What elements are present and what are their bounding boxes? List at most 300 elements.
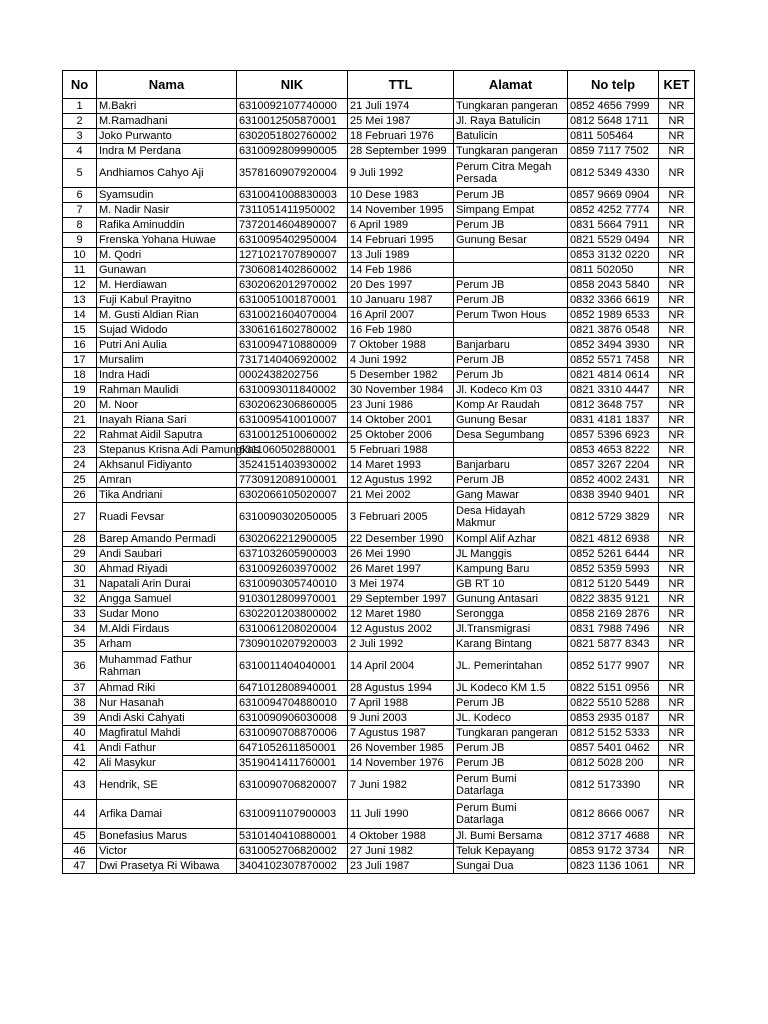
table-row <box>63 129 695 144</box>
cell-ket: NR <box>659 458 695 473</box>
cell-ttl: 26 November 1985 <box>348 741 454 756</box>
cell-ket: NR <box>659 129 695 144</box>
cell-no-telp: 0838 3940 9401 <box>568 488 659 503</box>
cell-nik: 6310095410010007 <box>237 413 348 428</box>
cell-ttl: 6 April 1989 <box>348 218 454 233</box>
cell-ket: NR <box>659 607 695 622</box>
cell-alamat: Kompl Alif Azhar <box>454 532 568 547</box>
cell-alamat <box>454 263 568 278</box>
cell-nik: 6302062012970002 <box>237 278 348 293</box>
cell-alamat: JL Manggis <box>454 547 568 562</box>
cell-nama: Nur Hasanah <box>97 696 237 711</box>
cell-no-telp: 0812 8666 0067 <box>568 800 659 829</box>
cell-ket: NR <box>659 428 695 443</box>
cell-nik: 0002438202756 <box>237 368 348 383</box>
cell-alamat: Perum JB <box>454 353 568 368</box>
cell-ket: NR <box>659 592 695 607</box>
cell-no-telp: 0812 5648 1711 <box>568 114 659 129</box>
cell-alamat: Gunung Besar <box>454 413 568 428</box>
cell-ttl: 30 November 1984 <box>348 383 454 398</box>
cell-no-telp: 0857 5396 6923 <box>568 428 659 443</box>
cell-alamat: Perum JB <box>454 473 568 488</box>
cell-no-telp: 0812 5152 5333 <box>568 726 659 741</box>
cell-nik: 3578160907920004 <box>237 159 348 188</box>
cell-ket: NR <box>659 681 695 696</box>
cell-ttl: 14 Oktober 2001 <box>348 413 454 428</box>
cell-ttl: 12 Agustus 2002 <box>348 622 454 637</box>
cell-no: 22 <box>63 428 97 443</box>
table-row <box>63 607 695 622</box>
cell-no: 33 <box>63 607 97 622</box>
cell-nama: Frenska Yohana Huwae <box>97 233 237 248</box>
cell-alamat: Tungkaran pangeran <box>454 99 568 114</box>
cell-no: 42 <box>63 756 97 771</box>
table-row <box>63 428 695 443</box>
cell-nik: 6302051802760002 <box>237 129 348 144</box>
cell-no-telp: 0852 4002 2431 <box>568 473 659 488</box>
table-row <box>63 263 695 278</box>
cell-no-telp: 0812 5173390 <box>568 771 659 800</box>
cell-alamat: Batulicin <box>454 129 568 144</box>
cell-no-telp: 0858 2043 5840 <box>568 278 659 293</box>
cell-ket: NR <box>659 293 695 308</box>
cell-alamat: Gunung Antasari <box>454 592 568 607</box>
cell-no-telp: 0832 3366 6619 <box>568 293 659 308</box>
cell-ket: NR <box>659 577 695 592</box>
cell-ttl: 22 Desember 1990 <box>348 532 454 547</box>
cell-no-telp: 0812 3648 757 <box>568 398 659 413</box>
table-row <box>63 652 695 681</box>
cell-nik: 6310052706820002 <box>237 844 348 859</box>
cell-no-telp: 0852 5261 6444 <box>568 547 659 562</box>
cell-no: 32 <box>63 592 97 607</box>
table-row <box>63 443 695 458</box>
cell-alamat: Perum JB <box>454 188 568 203</box>
cell-nama: M. Qodri <box>97 248 237 263</box>
cell-alamat: Perum Bumi Datarlaga <box>454 771 568 800</box>
cell-ttl: 14 Feb 1986 <box>348 263 454 278</box>
table-row <box>63 622 695 637</box>
cell-nama: Ruadi Fevsar <box>97 503 237 532</box>
cell-ket: NR <box>659 473 695 488</box>
table-row <box>63 353 695 368</box>
cell-no: 26 <box>63 488 97 503</box>
cell-nik: 6302066105020007 <box>237 488 348 503</box>
cell-nama: Angga Samuel <box>97 592 237 607</box>
cell-ttl: 14 Februari 1995 <box>348 233 454 248</box>
cell-ket: NR <box>659 829 695 844</box>
cell-ket: NR <box>659 503 695 532</box>
cell-ttl: 23 Juni 1986 <box>348 398 454 413</box>
cell-ttl: 20 Des 1997 <box>348 278 454 293</box>
cell-ttl: 18 Februari 1976 <box>348 129 454 144</box>
table-row <box>63 771 695 800</box>
cell-ttl: 9 Juni 2003 <box>348 711 454 726</box>
cell-nama: M.Aldi Firdaus <box>97 622 237 637</box>
cell-alamat: Simpang Empat <box>454 203 568 218</box>
table-row <box>63 144 695 159</box>
cell-ket: NR <box>659 756 695 771</box>
cell-ttl: 5 Februari 1988 <box>348 443 454 458</box>
cell-alamat: Perum Jb <box>454 368 568 383</box>
table-row <box>63 323 695 338</box>
cell-nik: 6310094704880010 <box>237 696 348 711</box>
cell-nama: Amran <box>97 473 237 488</box>
cell-no-telp: 0852 4656 7999 <box>568 99 659 114</box>
cell-nik: 6310011404040001 <box>237 652 348 681</box>
cell-ttl: 25 Mei 1987 <box>348 114 454 129</box>
cell-nama: Dwi Prasetya Ri Wibawa <box>97 859 237 874</box>
cell-nik: 7317140406920002 <box>237 353 348 368</box>
cell-no: 13 <box>63 293 97 308</box>
cell-no: 6 <box>63 188 97 203</box>
cell-nik: 6310093011840002 <box>237 383 348 398</box>
header-alamat: Alamat <box>454 71 568 99</box>
cell-no: 16 <box>63 338 97 353</box>
cell-ttl: 16 Feb 1980 <box>348 323 454 338</box>
table-row <box>63 233 695 248</box>
cell-no: 35 <box>63 637 97 652</box>
cell-alamat: JL. Pemerintahan <box>454 652 568 681</box>
cell-nik: 3404102307870002 <box>237 859 348 874</box>
table-row <box>63 383 695 398</box>
table-row <box>63 681 695 696</box>
cell-no: 23 <box>63 443 97 458</box>
cell-nama: Akhsanul Fidiyanto <box>97 458 237 473</box>
cell-nama: Andi Fathur <box>97 741 237 756</box>
cell-no: 29 <box>63 547 97 562</box>
cell-no-telp: 0857 3267 2204 <box>568 458 659 473</box>
table-row <box>63 338 695 353</box>
cell-nama: Stepanus Krisna Adi Pamungkas <box>97 443 237 458</box>
cell-no: 38 <box>63 696 97 711</box>
table-row <box>63 829 695 844</box>
cell-alamat: Perum JB <box>454 293 568 308</box>
cell-no-telp: 0821 4814 0614 <box>568 368 659 383</box>
cell-no: 24 <box>63 458 97 473</box>
cell-nik: 6310094710880009 <box>237 338 348 353</box>
table-row <box>63 844 695 859</box>
cell-no-telp: 0859 7117 7502 <box>568 144 659 159</box>
cell-ttl: 3 Februari 2005 <box>348 503 454 532</box>
cell-ttl: 13 Juli 1989 <box>348 248 454 263</box>
cell-no: 9 <box>63 233 97 248</box>
cell-alamat: Perum Bumi Datarlaga <box>454 800 568 829</box>
cell-no: 44 <box>63 800 97 829</box>
table-row <box>63 726 695 741</box>
cell-no: 3 <box>63 129 97 144</box>
cell-nik: 6471012808940001 <box>237 681 348 696</box>
cell-ttl: 21 Mei 2002 <box>348 488 454 503</box>
cell-ttl: 29 September 1997 <box>348 592 454 607</box>
table-row <box>63 696 695 711</box>
cell-alamat: Desa Segumbang <box>454 428 568 443</box>
cell-nama: Putri Ani Aulia <box>97 338 237 353</box>
table-row <box>63 398 695 413</box>
table-row <box>63 368 695 383</box>
cell-no: 39 <box>63 711 97 726</box>
cell-nik: 6310090906030008 <box>237 711 348 726</box>
cell-no: 34 <box>63 622 97 637</box>
cell-ttl: 7 April 1988 <box>348 696 454 711</box>
cell-nik: 6471052611850001 <box>237 741 348 756</box>
cell-alamat: Komp Ar Raudah <box>454 398 568 413</box>
cell-nik: 6310090706820007 <box>237 771 348 800</box>
cell-alamat: Jl. Kodeco Km 03 <box>454 383 568 398</box>
cell-no: 45 <box>63 829 97 844</box>
cell-alamat: Tungkaran pangeran <box>454 726 568 741</box>
cell-ttl: 10 Dese 1983 <box>348 188 454 203</box>
cell-no: 30 <box>63 562 97 577</box>
cell-nama: Inayah Riana Sari <box>97 413 237 428</box>
table-row <box>63 248 695 263</box>
cell-nik: 6310095402950004 <box>237 233 348 248</box>
cell-no-telp: 0822 3835 9121 <box>568 592 659 607</box>
cell-ket: NR <box>659 218 695 233</box>
table-row <box>63 488 695 503</box>
table-row <box>63 547 695 562</box>
cell-no-telp: 0821 4812 6938 <box>568 532 659 547</box>
cell-no-telp: 0852 5177 9907 <box>568 652 659 681</box>
cell-nama: M. Gusti Aldian Rian <box>97 308 237 323</box>
cell-alamat: Karang Bintang <box>454 637 568 652</box>
cell-alamat: Perum JB <box>454 756 568 771</box>
cell-no-telp: 0812 5120 5449 <box>568 577 659 592</box>
cell-ket: NR <box>659 233 695 248</box>
cell-nama: Victor <box>97 844 237 859</box>
cell-nik: 7306081402860002 <box>237 263 348 278</box>
cell-ket: NR <box>659 99 695 114</box>
cell-nik: 6310090708870006 <box>237 726 348 741</box>
cell-alamat: JL. Kodeco <box>454 711 568 726</box>
cell-nik: 9103012809970001 <box>237 592 348 607</box>
header-no-telp: No telp <box>568 71 659 99</box>
cell-ttl: 26 Mei 1990 <box>348 547 454 562</box>
cell-ket: NR <box>659 188 695 203</box>
table-header-row <box>63 71 695 99</box>
cell-no-telp: 0822 5510 5288 <box>568 696 659 711</box>
cell-ket: NR <box>659 278 695 293</box>
cell-nik: 3519041411760001 <box>237 756 348 771</box>
cell-no-telp: 0823 1136 1061 <box>568 859 659 874</box>
cell-ttl: 14 November 1976 <box>348 756 454 771</box>
cell-no: 12 <box>63 278 97 293</box>
table-row <box>63 592 695 607</box>
cell-nama: Gunawan <box>97 263 237 278</box>
cell-alamat: Perum Twon Hous <box>454 308 568 323</box>
cell-nama: Ali Masykur <box>97 756 237 771</box>
cell-no-telp: 0831 4181 1837 <box>568 413 659 428</box>
table-row <box>63 473 695 488</box>
cell-no-telp: 0852 1989 6533 <box>568 308 659 323</box>
cell-nama: Andhiamos Cahyo Aji <box>97 159 237 188</box>
table-row <box>63 562 695 577</box>
cell-ket: NR <box>659 652 695 681</box>
table-row <box>63 188 695 203</box>
cell-no: 17 <box>63 353 97 368</box>
table-row <box>63 114 695 129</box>
table-row <box>63 458 695 473</box>
cell-nama: M.Bakri <box>97 99 237 114</box>
cell-alamat: Kampung Baru <box>454 562 568 577</box>
cell-nik: 6302062306860005 <box>237 398 348 413</box>
cell-alamat: Perum JB <box>454 696 568 711</box>
cell-alamat: Jl. Raya Batulicin <box>454 114 568 129</box>
cell-ket: NR <box>659 488 695 503</box>
header-nama: Nama <box>97 71 237 99</box>
cell-nama: Andi Aski Cahyati <box>97 711 237 726</box>
cell-no: 15 <box>63 323 97 338</box>
cell-ttl: 23 Juli 1987 <box>348 859 454 874</box>
cell-ttl: 4 Oktober 1988 <box>348 829 454 844</box>
cell-ttl: 7 Oktober 1988 <box>348 338 454 353</box>
cell-no: 27 <box>63 503 97 532</box>
cell-alamat: Perum JB <box>454 278 568 293</box>
cell-alamat: Gang Mawar <box>454 488 568 503</box>
cell-nama: Rafika Aminuddin <box>97 218 237 233</box>
cell-no: 40 <box>63 726 97 741</box>
cell-ket: NR <box>659 741 695 756</box>
cell-ket: NR <box>659 726 695 741</box>
cell-no-telp: 0821 5529 0494 <box>568 233 659 248</box>
cell-alamat: Tungkaran pangeran <box>454 144 568 159</box>
cell-alamat: Jl. Bumi Bersama <box>454 829 568 844</box>
cell-ket: NR <box>659 859 695 874</box>
cell-no-telp: 0852 5359 5993 <box>568 562 659 577</box>
table-row <box>63 637 695 652</box>
cell-no-telp: 0852 3494 3930 <box>568 338 659 353</box>
header-ttl: TTL <box>348 71 454 99</box>
cell-ket: NR <box>659 696 695 711</box>
cell-nik: 6310041008830003 <box>237 188 348 203</box>
cell-no-telp: 0812 3717 4688 <box>568 829 659 844</box>
cell-nama: Mursalim <box>97 353 237 368</box>
cell-alamat: Jl.Transmigrasi <box>454 622 568 637</box>
cell-ket: NR <box>659 203 695 218</box>
cell-nik: 6371032605900003 <box>237 547 348 562</box>
cell-alamat <box>454 248 568 263</box>
cell-ket: NR <box>659 771 695 800</box>
table-row <box>63 278 695 293</box>
cell-no: 8 <box>63 218 97 233</box>
cell-nik: 6310061208020004 <box>237 622 348 637</box>
cell-nik: 6310021604070004 <box>237 308 348 323</box>
cell-no: 1 <box>63 99 97 114</box>
cell-ttl: 28 September 1999 <box>348 144 454 159</box>
cell-nama: Syamsudin <box>97 188 237 203</box>
cell-nama: Andi Saubari <box>97 547 237 562</box>
cell-nik: 6310092809990005 <box>237 144 348 159</box>
cell-alamat <box>454 443 568 458</box>
cell-no: 46 <box>63 844 97 859</box>
cell-nik: 7311051411950002 <box>237 203 348 218</box>
cell-no: 43 <box>63 771 97 800</box>
cell-nama: M. Nadir Nasir <box>97 203 237 218</box>
cell-nama: Bonefasius Marus <box>97 829 237 844</box>
cell-ttl: 7 Juni 1982 <box>348 771 454 800</box>
cell-no-telp: 0831 7988 7496 <box>568 622 659 637</box>
cell-nama: Rahmat Aidil Saputra <box>97 428 237 443</box>
cell-nik: 6310051001870001 <box>237 293 348 308</box>
cell-no-telp: 0812 5349 4330 <box>568 159 659 188</box>
cell-ket: NR <box>659 413 695 428</box>
cell-nik: 3524151403930002 <box>237 458 348 473</box>
cell-nama: Tika Andriani <box>97 488 237 503</box>
cell-nama: Arham <box>97 637 237 652</box>
cell-ttl: 16 April 2007 <box>348 308 454 323</box>
cell-ttl: 26 Maret 1997 <box>348 562 454 577</box>
cell-alamat: Desa Hidayah Makmur <box>454 503 568 532</box>
cell-nama: Fuji Kabul Prayitno <box>97 293 237 308</box>
cell-alamat: Perum JB <box>454 741 568 756</box>
cell-nik: 6310092107740000 <box>237 99 348 114</box>
table-row <box>63 503 695 532</box>
cell-nik: 6310012505870001 <box>237 114 348 129</box>
cell-nik: 6310090305740010 <box>237 577 348 592</box>
table-row <box>63 218 695 233</box>
cell-ket: NR <box>659 308 695 323</box>
cell-ttl: 12 Maret 1980 <box>348 607 454 622</box>
cell-no-telp: 0822 5151 0956 <box>568 681 659 696</box>
cell-alamat: Teluk Kepayang <box>454 844 568 859</box>
cell-ttl: 14 Maret 1993 <box>348 458 454 473</box>
cell-nama: M. Herdiawan <box>97 278 237 293</box>
data-table <box>62 70 695 874</box>
cell-ket: NR <box>659 353 695 368</box>
cell-alamat: Perum Citra Megah Persada <box>454 159 568 188</box>
cell-no: 2 <box>63 114 97 129</box>
cell-nama: Arfika Damai <box>97 800 237 829</box>
cell-ket: NR <box>659 398 695 413</box>
cell-alamat: Banjarbaru <box>454 458 568 473</box>
cell-no-telp: 0857 9669 0904 <box>568 188 659 203</box>
cell-nama: Ahmad Riyadi <box>97 562 237 577</box>
cell-ket: NR <box>659 144 695 159</box>
cell-ket: NR <box>659 800 695 829</box>
cell-no-telp: 0853 4653 8222 <box>568 443 659 458</box>
cell-no-telp: 0853 3132 0220 <box>568 248 659 263</box>
cell-no: 37 <box>63 681 97 696</box>
cell-nik: 5310140410880001 <box>237 829 348 844</box>
cell-alamat: Perum JB <box>454 218 568 233</box>
cell-no-telp: 0812 5028 200 <box>568 756 659 771</box>
table-row <box>63 800 695 829</box>
cell-alamat: Banjarbaru <box>454 338 568 353</box>
cell-no: 31 <box>63 577 97 592</box>
table-row <box>63 413 695 428</box>
cell-alamat: GB RT 10 <box>454 577 568 592</box>
cell-nama: M.Ramadhani <box>97 114 237 129</box>
table-row <box>63 308 695 323</box>
cell-nama: Hendrik, SE <box>97 771 237 800</box>
cell-ket: NR <box>659 159 695 188</box>
cell-nama: Ahmad Riki <box>97 681 237 696</box>
cell-nik: 6310092603970002 <box>237 562 348 577</box>
table-row <box>63 741 695 756</box>
cell-no: 18 <box>63 368 97 383</box>
cell-ttl: 14 November 1995 <box>348 203 454 218</box>
header-nik: NIK <box>237 71 348 99</box>
cell-nik: 3306161602780002 <box>237 323 348 338</box>
cell-ket: NR <box>659 547 695 562</box>
cell-ttl: 27 Juni 1982 <box>348 844 454 859</box>
table-row <box>63 711 695 726</box>
cell-no: 19 <box>63 383 97 398</box>
cell-ket: NR <box>659 338 695 353</box>
cell-nama: Muhammad Fathur Rahman <box>97 652 237 681</box>
cell-no: 11 <box>63 263 97 278</box>
cell-ket: NR <box>659 562 695 577</box>
